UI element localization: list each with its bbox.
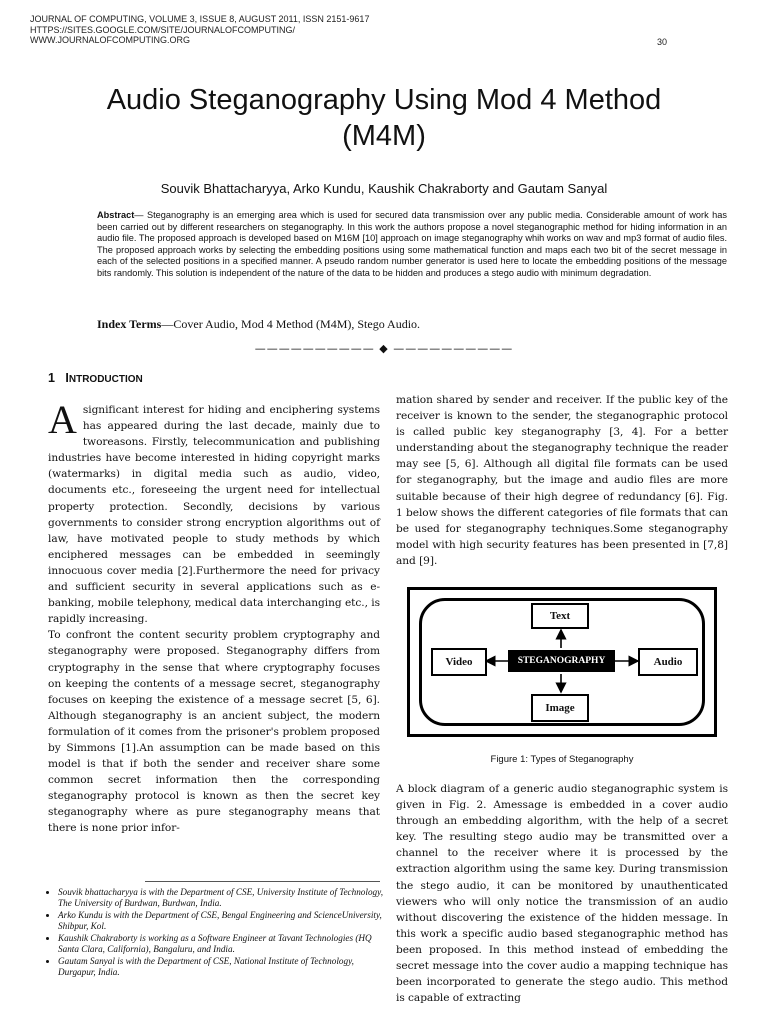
section-number: 1 (48, 371, 55, 385)
abstract-text: — Steganography is an emerging area which is used for secured data transmission over any public media. Considerable amount of work has been carried out by different researchers on steganography. In this work the authors propose a novel steganographic method for hiding information in an audio file. The proposed approach is developed based on M16M [10] approach on image steganography whih works on wav and mp3 format of audio files. The proposed approach works by selecting the embedding positions using some mathematical function and maps each two bit of the secret message in each of the selected positions in a specified manner. A pseudo random number generator is used here to locate the embedding positions of the message bits randomly. This solution is independent of the nature of the data to be hidden and produces a stego audio with minimum degradation. (97, 210, 727, 278)
index-terms-text: —Cover Audio, Mod 4 Method (M4M), Stego Audio. (161, 317, 421, 331)
authors: Souvik Bhattacharyya, Arko Kundu, Kaushik Chakraborty and Gautam Sanyal (160, 181, 608, 196)
abstract-label: Abstract (97, 210, 135, 220)
abstract (97, 210, 727, 280)
intro-paragraph-2: To confront the content security problem cryptography and steganography were proposed. Steganography differs from cryptography in the sense that where cryptography focuses on keeping the contents of a message secret, steganography focuses on keeping the existence of a message secret [5, 6]. Although steganography is an ancient subject, the modern formulation of it comes from the prisoner's problem proposed by Simmons [1].An assumption can be made based on this model is that if both the sender and receiver share some common secret information then the corresponding steganography protocol is known as then the secret key steganography where as pure steganography means that there is none prior infor- (48, 629, 380, 835)
footnote-item: • Gautam Sanyal is with the Department of CSE, National Institute of Technology, Durgapur, India. (58, 956, 392, 978)
section-title-initial: I (65, 371, 69, 385)
intro-paragraph-1 (48, 397, 380, 627)
node-video: Video (431, 648, 487, 676)
journal-header-line3: WWW.JOURNALOFCOMPUTING.ORG (30, 35, 190, 45)
section-heading-introduction (48, 371, 143, 385)
footnote-item: • Souvik bhattacharyya is with the Department of CSE, University Institute of Technology, The University of Burdwan, Burdwan, India. (58, 887, 392, 909)
node-steganography: STEGANOGRAPHY (508, 650, 615, 672)
footnotes (46, 887, 392, 979)
journal-header-line1: JOURNAL OF COMPUTING, VOLUME 3, ISSUE 8, AUGUST 2011, ISSN 2151-9617 (30, 14, 370, 24)
footnote-rule (145, 881, 380, 882)
paper-title (30, 82, 738, 154)
paper-title-line2: (M4M) (342, 120, 426, 152)
right-column-paragraph-2: A block diagram of a generic audio steganographic system is given in Fig. 2. Amessage is embedded in a cover audio through an embedding algorithm, with the help of a secret key. The resulting stego audio may be transmitted over a channel to the receiver where it is processed by the extraction algorithm using the same key. During transmission the stego audio, it can be monitored by unauthenticated viewers who will only notice the transmission of an audio without discovering the existence of the hidden message. In this work a specific audio based steganographic method has been proposed. In this method instead of embedding the secret message into the cover audio a mapping technique has been incorporated to generate the stego audio. This method is capable of extracting (396, 783, 728, 1005)
node-image: Image (531, 694, 589, 722)
journal-header (30, 14, 369, 46)
figure-1 (407, 587, 717, 737)
index-terms (97, 317, 727, 332)
footnote-item: • Kaushik Chakraborty is working as a Software Engineer at Tavant Technologies (HQ Santa Clara, California), Bangaluru, and India. (58, 933, 392, 955)
intro-paragraph-1-text: significant interest for hiding and enciphering systems has appeared during the last decade, mainly due to tworeasons. Firstly, telecommunication and publishing industries have become interested in hiding copyright marks (watermarks) in digital media such as audio, video, documents etc., foreseeing the urgent need for intellectual property protection. Secondly, decisions by various governments to consider strong encryption algorithms out of law, have motivated people to study methods by which enciphered messages can be embedded in seemingly innocuous cover media [2].Furthermore the need for privacy and sufficient security in several applications such as e-banking, mobile telephony, medical data interchanging etc., is rapidly increasing. (48, 404, 380, 626)
node-audio: Audio (638, 648, 698, 676)
drop-cap: A (48, 397, 77, 442)
section-title-rest: NTRODUCTION (68, 374, 143, 385)
node-text: Text (531, 603, 589, 629)
section-separator: —————————— ◆ —————————— (254, 342, 514, 355)
index-terms-label: Index Terms (97, 317, 162, 331)
left-column (48, 397, 380, 837)
journal-header-line2: HTTPS://SITES.GOOGLE.COM/SITE/JOURNALOFCOMPUTING/ (30, 24, 296, 35)
figure-1-caption: Figure 1: Types of Steganography (490, 754, 634, 765)
right-column-paragraph-1: mation shared by sender and receiver. If the public key of the receiver is known to the sender, the steganographic protocol is called public key steganography [3, 4]. For a better understanding about the steganography technique the reader may see [5, 6]. Although all digital file formats can be used for steganography, but the image and audio files are more suitable because of their high degree of redundancy [6]. Fig. 1 below shows the different categories of file formats that can be used for steganography techniques.Some steganography model with high security features has been presented in [7,8] and [9]. (396, 394, 728, 567)
footnote-item: • Arko Kundu is with the Department of CSE, Bengal Engineering and ScienceUniversity, Shibpur, Kol. (58, 910, 392, 932)
paper-title-line1: Audio Steganography Using Mod 4 Method (106, 84, 662, 116)
page-number: 30 (657, 37, 668, 47)
